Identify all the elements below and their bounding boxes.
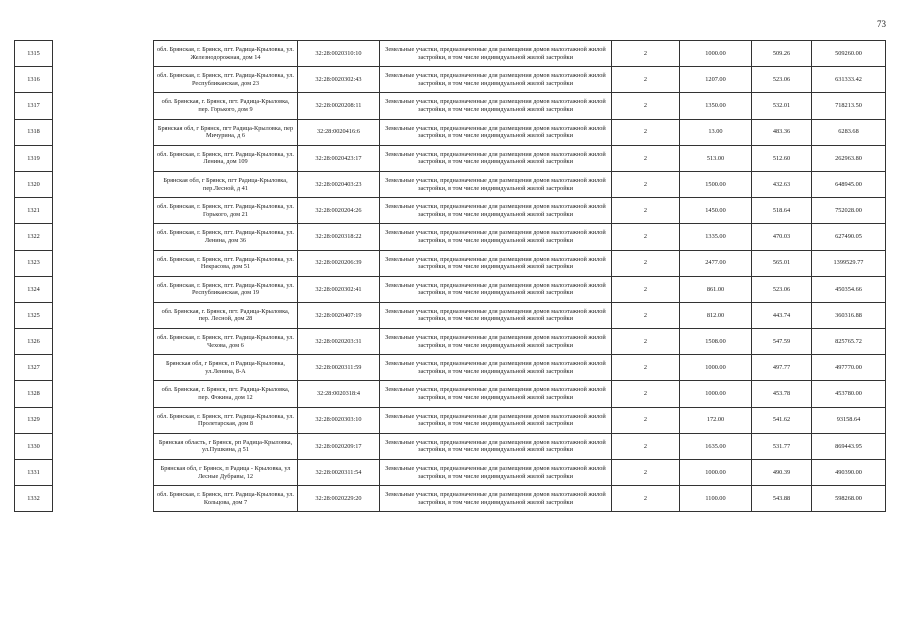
cell-price: 541.62 xyxy=(752,407,812,433)
cell-cadastral-number: 32:28:0020310:10 xyxy=(298,41,380,67)
cell-quantity: 2 xyxy=(612,224,680,250)
cell-quantity: 2 xyxy=(612,198,680,224)
cell-value: 631333.42 xyxy=(812,67,886,93)
cell-land-use: Земельные участки, предназначенные для размещения домов малоэтажной жилой застройки, в том числе индивидуальной жилой застройки xyxy=(380,198,612,224)
cell-row-no: 1323 xyxy=(15,250,53,276)
cell-row-no: 1316 xyxy=(15,67,53,93)
cell-quantity: 2 xyxy=(612,93,680,119)
cell-land-use: Земельные участки, предназначенные для размещения домов малоэтажной жилой застройки, в том числе индивидуальной жилой застройки xyxy=(380,276,612,302)
spacer-cell xyxy=(53,381,154,407)
cell-price: 509.26 xyxy=(752,41,812,67)
table-row xyxy=(15,198,886,224)
cell-address: Брянская обл, г Брянск, пгт Радица-Крыловка, пер Мичурина, д 6 xyxy=(154,119,298,145)
cell-cadastral-number: 32:28:0020208:11 xyxy=(298,93,380,119)
cell-price: 532.01 xyxy=(752,93,812,119)
cell-address: обл. Брянская, г. Брянск, пгт. Радица-Крыловка, ул. Горького, дом 21 xyxy=(154,198,298,224)
cell-quantity: 2 xyxy=(612,276,680,302)
table-row xyxy=(15,41,886,67)
cell-area: 1000.00 xyxy=(680,41,752,67)
cell-area: 1350.00 xyxy=(680,93,752,119)
spacer-cell xyxy=(53,171,154,197)
cell-value: 598268.00 xyxy=(812,486,886,512)
cell-land-use: Земельные участки, предназначенные для размещения домов малоэтажной жилой застройки, в том числе индивидуальной жилой застройки xyxy=(380,407,612,433)
cell-value: 490390.00 xyxy=(812,460,886,486)
cell-value: 450354.66 xyxy=(812,276,886,302)
spacer-cell xyxy=(53,41,154,67)
table-row xyxy=(15,355,886,381)
cell-cadastral-number: 32:28:0020318:22 xyxy=(298,224,380,250)
cell-address: обл. Брянская, г. Брянск, пгт. Радица-Крыловка, пер. Лесной, дом 28 xyxy=(154,302,298,328)
spacer-cell xyxy=(53,198,154,224)
cell-address: обл. Брянская, г. Брянск, пгт. Радица-Крыловка, ул. Республиканская, дом 23 xyxy=(154,67,298,93)
cell-address: Брянская обл, г Брянск, пгт Радица-Крыловка, пер.Лесной, д 41 xyxy=(154,171,298,197)
table-row xyxy=(15,329,886,355)
table-row xyxy=(15,93,886,119)
spacer-cell xyxy=(53,145,154,171)
table-row xyxy=(15,119,886,145)
cell-value: 6283.68 xyxy=(812,119,886,145)
cell-address: Брянская обл, г Брянск, п Радица - Крыловка, ул Лесные Дубравы, 12 xyxy=(154,460,298,486)
spacer-cell xyxy=(53,302,154,328)
cell-land-use: Земельные участки, предназначенные для размещения домов малоэтажной жилой застройки, в том числе индивидуальной жилой застройки xyxy=(380,355,612,381)
table-row xyxy=(15,407,886,433)
cell-cadastral-number: 32:28:0020318:4 xyxy=(298,381,380,407)
cell-value: 453780.00 xyxy=(812,381,886,407)
cell-area: 2477.00 xyxy=(680,250,752,276)
spacer-cell xyxy=(53,93,154,119)
cell-quantity: 2 xyxy=(612,41,680,67)
cell-value: 869443.95 xyxy=(812,433,886,459)
cell-area: 1500.00 xyxy=(680,171,752,197)
cell-quantity: 2 xyxy=(612,381,680,407)
spacer-cell xyxy=(53,224,154,250)
spacer-cell xyxy=(53,276,154,302)
table-row xyxy=(15,171,886,197)
cell-value: 825765.72 xyxy=(812,329,886,355)
cell-price: 470.03 xyxy=(752,224,812,250)
cell-price: 518.64 xyxy=(752,198,812,224)
table-row xyxy=(15,224,886,250)
cell-quantity: 2 xyxy=(612,460,680,486)
cell-quantity: 2 xyxy=(612,250,680,276)
cell-cadastral-number: 32:28:0020204:26 xyxy=(298,198,380,224)
cell-price: 453.78 xyxy=(752,381,812,407)
cell-quantity: 2 xyxy=(612,407,680,433)
cell-row-no: 1324 xyxy=(15,276,53,302)
cell-address: обл. Брянская, г. Брянск, пгт. Радица-Крыловка, ул. Ленина, дом 109 xyxy=(154,145,298,171)
cell-cadastral-number: 32:28:0020302:43 xyxy=(298,67,380,93)
cell-row-no: 1322 xyxy=(15,224,53,250)
cell-value: 718213.50 xyxy=(812,93,886,119)
cell-value: 1399529.77 xyxy=(812,250,886,276)
cell-price: 443.74 xyxy=(752,302,812,328)
table-row xyxy=(15,250,886,276)
cell-value: 497770.00 xyxy=(812,355,886,381)
table-row xyxy=(15,433,886,459)
spacer-cell xyxy=(53,433,154,459)
cell-land-use: Земельные участки, предназначенные для размещения домов малоэтажной жилой застройки, в том числе индивидуальной жилой застройки xyxy=(380,145,612,171)
cell-area: 1335.00 xyxy=(680,224,752,250)
cell-quantity: 2 xyxy=(612,171,680,197)
cell-area: 1100.00 xyxy=(680,486,752,512)
cell-address: обл. Брянская, г. Брянск, пгт. Радица-Крыловка, пер. Горького, дом 9 xyxy=(154,93,298,119)
cell-price: 547.59 xyxy=(752,329,812,355)
cell-land-use: Земельные участки, предназначенные для размещения домов малоэтажной жилой застройки, в том числе индивидуальной жилой застройки xyxy=(380,433,612,459)
cell-cadastral-number: 32:28:0020311:59 xyxy=(298,355,380,381)
cell-price: 490.39 xyxy=(752,460,812,486)
cell-cadastral-number: 32:28:0020416:6 xyxy=(298,119,380,145)
cell-cadastral-number: 32:28:0020303:10 xyxy=(298,407,380,433)
cell-address: обл. Брянская, г. Брянск, пгт. Радица-Крыловка, ул. Железнодорожная, дом 14 xyxy=(154,41,298,67)
cell-land-use: Земельные участки, предназначенные для размещения домов малоэтажной жилой застройки, в том числе индивидуальной жилой застройки xyxy=(380,224,612,250)
cell-land-use: Земельные участки, предназначенные для размещения домов малоэтажной жилой застройки, в том числе индивидуальной жилой застройки xyxy=(380,302,612,328)
cell-area: 812.00 xyxy=(680,302,752,328)
cell-area: 861.00 xyxy=(680,276,752,302)
cell-land-use: Земельные участки, предназначенные для размещения домов малоэтажной жилой застройки, в том числе индивидуальной жилой застройки xyxy=(380,381,612,407)
cell-value: 752028.00 xyxy=(812,198,886,224)
cell-price: 497.77 xyxy=(752,355,812,381)
cell-price: 531.77 xyxy=(752,433,812,459)
cell-price: 565.01 xyxy=(752,250,812,276)
cell-area: 1635.00 xyxy=(680,433,752,459)
cell-row-no: 1318 xyxy=(15,119,53,145)
cell-value: 509260.00 xyxy=(812,41,886,67)
cell-quantity: 2 xyxy=(612,329,680,355)
cell-land-use: Земельные участки, предназначенные для размещения домов малоэтажной жилой застройки, в том числе индивидуальной жилой застройки xyxy=(380,329,612,355)
spacer-cell xyxy=(53,355,154,381)
cell-quantity: 2 xyxy=(612,486,680,512)
spacer-cell xyxy=(53,329,154,355)
cell-quantity: 2 xyxy=(612,119,680,145)
cell-area: 1000.00 xyxy=(680,381,752,407)
cell-row-no: 1332 xyxy=(15,486,53,512)
table-row xyxy=(15,302,886,328)
cell-cadastral-number: 32:28:0020407:19 xyxy=(298,302,380,328)
cell-address: Брянская область, г Брянск, рп Радица-Крыловка, ул.Пушкина, д 51 xyxy=(154,433,298,459)
cell-area: 172.00 xyxy=(680,407,752,433)
cell-area: 1000.00 xyxy=(680,355,752,381)
cell-address: обл. Брянская, г. Брянск, пгт. Радица-Крыловка, ул. Кольцова, дом 7 xyxy=(154,486,298,512)
cell-value: 93158.64 xyxy=(812,407,886,433)
table-row xyxy=(15,460,886,486)
cell-land-use: Земельные участки, предназначенные для размещения домов малоэтажной жилой застройки, в том числе индивидуальной жилой застройки xyxy=(380,119,612,145)
cell-area: 13.00 xyxy=(680,119,752,145)
cell-address: обл. Брянская, г. Брянск, пгт. Радица-Крыловка, ул. Некрасова, дом 51 xyxy=(154,250,298,276)
table-row xyxy=(15,486,886,512)
cell-quantity: 2 xyxy=(612,433,680,459)
cell-value: 627490.05 xyxy=(812,224,886,250)
spacer-cell xyxy=(53,250,154,276)
cell-land-use: Земельные участки, предназначенные для размещения домов малоэтажной жилой застройки, в том числе индивидуальной жилой застройки xyxy=(380,171,612,197)
cell-cadastral-number: 32:28:0020302:41 xyxy=(298,276,380,302)
cell-row-no: 1325 xyxy=(15,302,53,328)
cell-address: обл. Брянская, г. Брянск, пгт. Радица-Крыловка, пер. Фокина, дом 12 xyxy=(154,381,298,407)
cell-price: 512.60 xyxy=(752,145,812,171)
table-row xyxy=(15,145,886,171)
cell-value: 648945.00 xyxy=(812,171,886,197)
cell-cadastral-number: 32:28:0020209:17 xyxy=(298,433,380,459)
cell-area: 1508.00 xyxy=(680,329,752,355)
table-row xyxy=(15,381,886,407)
cell-price: 523.06 xyxy=(752,276,812,302)
cell-land-use: Земельные участки, предназначенные для размещения домов малоэтажной жилой застройки, в том числе индивидуальной жилой застройки xyxy=(380,41,612,67)
cell-quantity: 2 xyxy=(612,302,680,328)
cell-cadastral-number: 32:28:0020206:39 xyxy=(298,250,380,276)
cell-row-no: 1328 xyxy=(15,381,53,407)
cell-cadastral-number: 32:28:0020203:31 xyxy=(298,329,380,355)
table-body xyxy=(15,41,886,512)
spacer-cell xyxy=(53,67,154,93)
cell-address: обл. Брянская, г. Брянск, пгт. Радица-Крыловка, ул. Чехова, дом 6 xyxy=(154,329,298,355)
cell-address: обл. Брянская, г. Брянск, пгт. Радица-Крыловка, ул. Ленина, дом 36 xyxy=(154,224,298,250)
cell-row-no: 1321 xyxy=(15,198,53,224)
cell-land-use: Земельные участки, предназначенные для размещения домов малоэтажной жилой застройки, в том числе индивидуальной жилой застройки xyxy=(380,67,612,93)
cell-price: 483.36 xyxy=(752,119,812,145)
land-plots-table xyxy=(14,40,886,512)
cell-area: 1207.00 xyxy=(680,67,752,93)
cell-price: 543.88 xyxy=(752,486,812,512)
cell-land-use: Земельные участки, предназначенные для размещения домов малоэтажной жилой застройки, в том числе индивидуальной жилой застройки xyxy=(380,93,612,119)
cell-cadastral-number: 32:28:0020423:17 xyxy=(298,145,380,171)
cell-land-use: Земельные участки, предназначенные для размещения домов малоэтажной жилой застройки, в том числе индивидуальной жилой застройки xyxy=(380,460,612,486)
cell-address: обл. Брянская, г. Брянск, пгт. Радица-Крыловка, ул. Пролетарская, дом 8 xyxy=(154,407,298,433)
spacer-cell xyxy=(53,486,154,512)
cell-address: Брянская обл, г Брянск, п Радица-Крыловка, ул.Ленина, 8-А xyxy=(154,355,298,381)
cell-land-use: Земельные участки, предназначенные для размещения домов малоэтажной жилой застройки, в том числе индивидуальной жилой застройки xyxy=(380,486,612,512)
cell-cadastral-number: 32:28:0020403:23 xyxy=(298,171,380,197)
cell-row-no: 1320 xyxy=(15,171,53,197)
cell-value: 262963.80 xyxy=(812,145,886,171)
spacer-cell xyxy=(53,460,154,486)
cell-area: 513.00 xyxy=(680,145,752,171)
cell-quantity: 2 xyxy=(612,355,680,381)
cell-area: 1450.00 xyxy=(680,198,752,224)
cell-quantity: 2 xyxy=(612,67,680,93)
cell-row-no: 1331 xyxy=(15,460,53,486)
cell-address: обл. Брянская, г. Брянск, пгт. Радица-Крыловка, ул. Республиканская, дом 19 xyxy=(154,276,298,302)
spacer-cell xyxy=(53,407,154,433)
cell-price: 432.63 xyxy=(752,171,812,197)
cell-row-no: 1329 xyxy=(15,407,53,433)
cell-area: 1000.00 xyxy=(680,460,752,486)
cell-land-use: Земельные участки, предназначенные для размещения домов малоэтажной жилой застройки, в том числе индивидуальной жилой застройки xyxy=(380,250,612,276)
cell-cadastral-number: 32:28:0020311:54 xyxy=(298,460,380,486)
cell-row-no: 1315 xyxy=(15,41,53,67)
cell-row-no: 1319 xyxy=(15,145,53,171)
cell-row-no: 1317 xyxy=(15,93,53,119)
cell-quantity: 2 xyxy=(612,145,680,171)
table-row xyxy=(15,67,886,93)
cell-value: 360316.88 xyxy=(812,302,886,328)
cell-row-no: 1327 xyxy=(15,355,53,381)
cell-cadastral-number: 32:28:0020229:20 xyxy=(298,486,380,512)
cell-row-no: 1330 xyxy=(15,433,53,459)
page-number: 73 xyxy=(877,19,886,29)
spacer-cell xyxy=(53,119,154,145)
table-row xyxy=(15,276,886,302)
cell-price: 523.06 xyxy=(752,67,812,93)
cell-row-no: 1326 xyxy=(15,329,53,355)
